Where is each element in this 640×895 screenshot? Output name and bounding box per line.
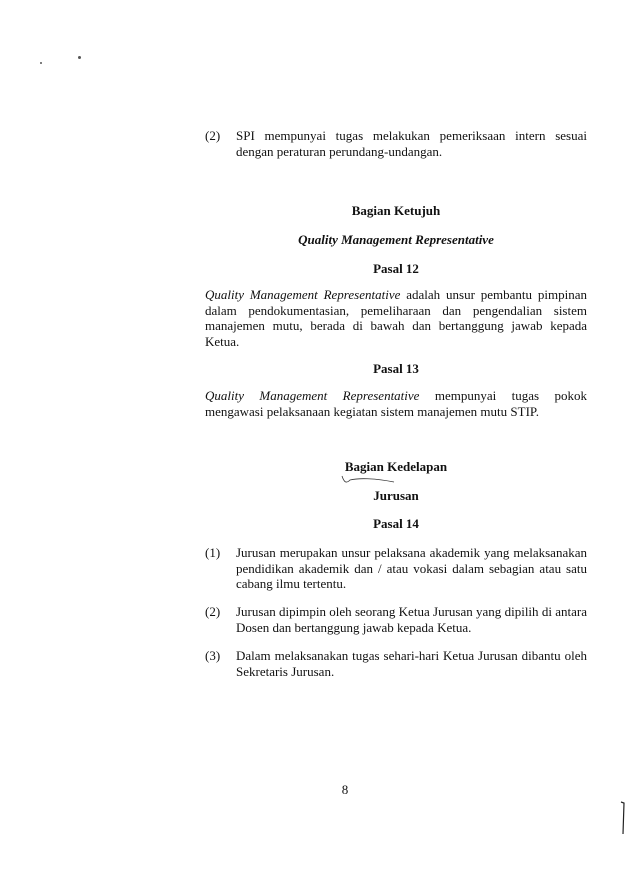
item-text: Jurusan merupakan unsur pelaksana akademik yang melaksanakan pendidikan akademik dan / atau vokasi dalam sebagian atau satu cabang ilmu tertentu.	[236, 545, 587, 591]
scan-speck	[78, 56, 81, 59]
italic-term: Quality Management Representative	[205, 287, 401, 302]
article-paragraph	[205, 287, 587, 349]
list-item	[205, 128, 587, 159]
pen-mark-icon	[338, 474, 398, 488]
item-number: (3)	[205, 648, 221, 663]
list-item	[205, 604, 587, 635]
list-item	[205, 545, 587, 592]
item-text: SPI mempunyai tugas melakukan pemeriksaan intern sesuai dengan peraturan perundang-undangan.	[236, 128, 587, 159]
section-heading: Bagian Kedelapan	[344, 459, 448, 474]
article-title: Pasal 12	[373, 261, 419, 276]
item-text: Dalam melaksanakan tugas sehari-hari Ketua Jurusan dibantu oleh Sekretaris Jurusan.	[236, 648, 587, 679]
paragraph-text: mempunyai tugas pokok mengawasi pelaksanaan kegiatan sistem manajemen mutu STIP.	[205, 388, 587, 419]
scan-speck	[40, 62, 42, 64]
italic-term: Quality Management Representative	[205, 388, 420, 403]
article-title: Pasal 14	[373, 516, 419, 531]
paragraph-text: adalah unsur pembantu pimpinan dalam pendokumentasian, pemeliharaan dan pengendalian sistem manajemen mutu, berada di bawah dan bertanggung jawab kepada Ketua.	[205, 287, 587, 349]
item-number: (1)	[205, 545, 221, 560]
page-number: 8	[341, 782, 349, 797]
article-title: Pasal 13	[373, 361, 419, 376]
item-number: (2)	[205, 128, 221, 143]
item-number: (2)	[205, 604, 221, 619]
section-subheading: Quality Management Representative	[298, 232, 494, 247]
section-subheading: Jurusan	[373, 488, 419, 503]
section-heading: Bagian Ketujuh	[351, 203, 441, 218]
article-paragraph	[205, 388, 587, 419]
item-text: Jurusan dipimpin oleh seorang Ketua Jurusan yang dipilih di antara Dosen dan bertanggung jawab kepada Ketua.	[236, 604, 587, 635]
scan-edge-mark-icon	[618, 800, 628, 836]
list-item	[205, 648, 587, 679]
